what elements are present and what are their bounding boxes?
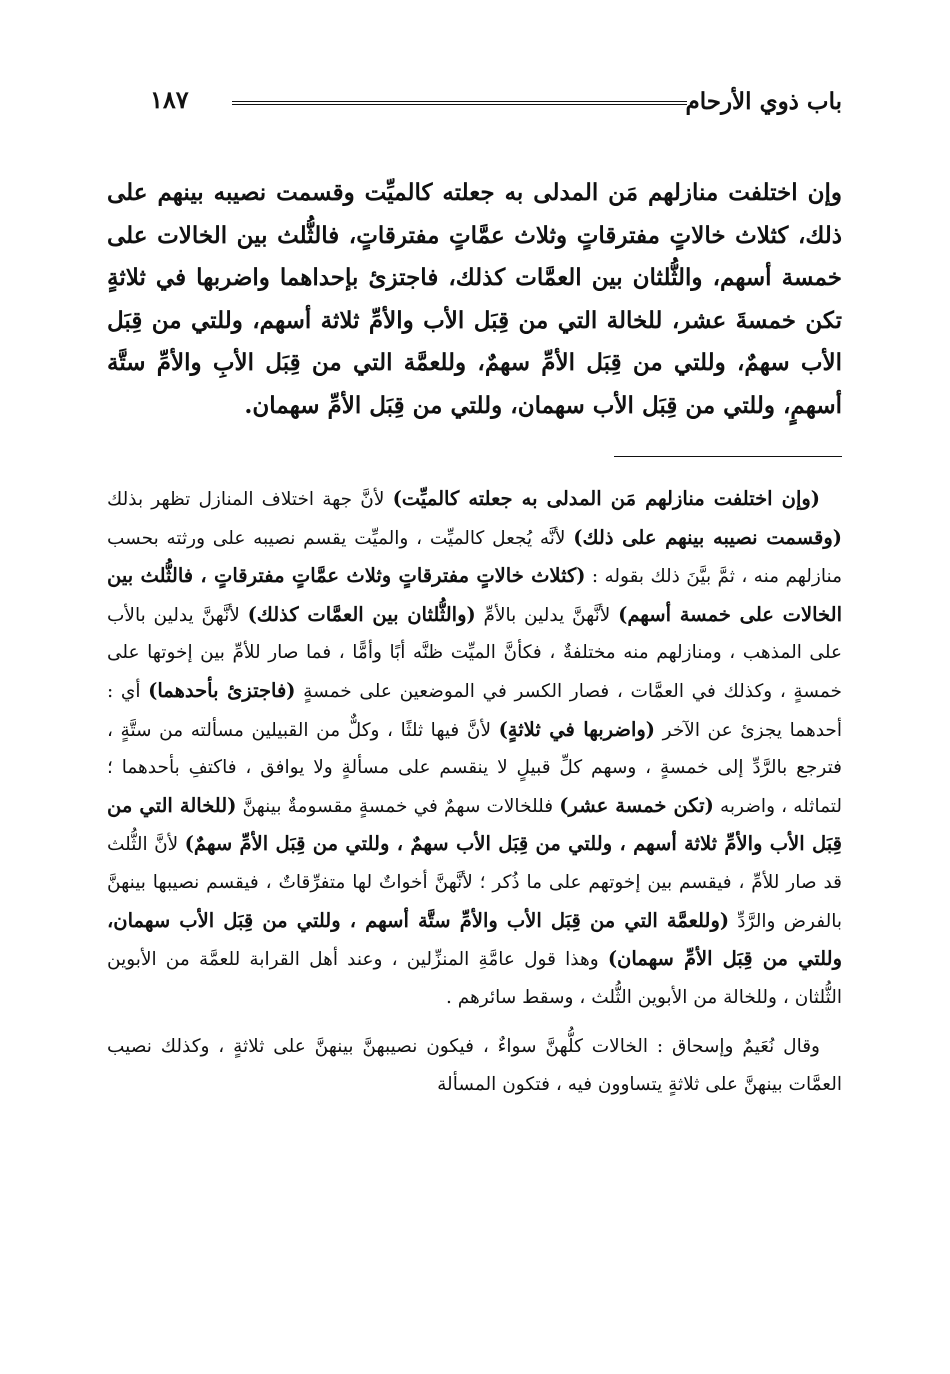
commentary-text: أي : أحدهما يجزئ عن الآخر (107, 680, 842, 741)
commentary-text: لأنَّهنَّ يدلين بالأمِّ (475, 604, 619, 626)
quoted-matn: (وقسمت نصيبه بينهم على ذلك) (573, 525, 842, 549)
commentary-text: لأنَّ فيها ثلثًا ، وكلٌّ من القبيلين مسألته من ستَّةٍ ، فترجع بالرَّدِّ إلى خمسةٍ ، وسهم كلِّ قبيلٍ لا ينقسم على مسألةٍ ولا يوافق ، فاكتفِ بأحدهما ؛ لتماثله ، واضربه (107, 719, 842, 817)
commentary-paragraph (107, 480, 842, 1016)
running-title: باب ذوي الأرحام (685, 88, 842, 115)
matn-text: وإن اختلفت منازلهم مَن المدلى به جعلته كالميِّت وقسمت نصيبه بينهم على ذلك، كثلاث خالاتٍ مفترقاتٍ وثلاث عمَّاتٍ مفترقاتٍ، فالثُّلث بين الخالات على خمسة أسهم، والثُّلثان بين العمَّات كذلك، فاجتزئ بإحداهما واضربها في ثلاثةٍ تكن خمسةَ عشر، للخالة التي من قِبَل الأب والأمِّ ثلاثة أسهم، وللتي من قِبَل الأب سهمٌ، وللتي من قِبَل الأمِّ سهمٌ، وللعمَّة التي من قِبَل الأبِ والأمِّ ستَّة أسهمٍ، وللتي من قِبَل الأب سهمان، وللتي من قِبَل الأمِّ سهمان. (107, 179, 842, 419)
page-number: ١٨٧ (150, 85, 189, 114)
commentary-paragraph: وقال نُعَيمٌ وإسحاق : الخالات كلُّهنَّ سواءٌ ، فيكون نصيبهنَّ بينهنَّ على ثلاثةٍ ، وكذلك نصيب العمَّات بينهنَّ على ثلاثةٍ يتساوون فيه ، فتكون المسألة (107, 1036, 842, 1095)
commentary-separator (614, 456, 842, 457)
commentary-text: لأنَّه يُجعل كالميِّت ، والميِّت يقسم نصيبه على ورثته بحسب منازلهم منه ، ثمَّ بيَّنَ ذلك بقوله : (107, 527, 842, 588)
commentary (107, 480, 842, 1104)
commentary-text: وهذا قول عامَّةِ المنزِّلين ، وعند أهل القرابة للعمَّة من الأبوين الثُّلثان ، وللخالة من الأبوين الثُّلث ، وسقط سائرهم . (107, 949, 842, 1008)
quoted-matn: (فاجتزئ بأحدهما) (148, 678, 296, 702)
commentary-text: لأنَّهنَّ يدلين بالأب على المذهب ، ومنازلهم منه مختلفةٌ ، فكأنَّ الميِّت ظنَّه أبًا وأمًّا ، فما صار للأمِّ بين إخوتها على خمسةٍ ، وكذلك في العمَّات ، فصار الكسر في الموضعين على خمسةٍ (107, 604, 842, 702)
quoted-matn: (وللعمَّة التي من قِبَل الأب والأمِّ ستَّة أسهم ، وللتي من قِبَل الأب سهمان، وللتي من قِبَل الأمِّ سهمان) (107, 908, 842, 971)
quoted-matn: (واضربها في ثلاثةٍ) (498, 717, 656, 741)
quoted-matn: (والثُّلثان بين العمَّات كذلك) (247, 602, 476, 626)
quoted-matn: (تكن خمسة عشر) (559, 793, 714, 817)
commentary-text: فللخالات سهمٌ في خمسةٍ مقسومةٌ بينهنَّ (236, 795, 560, 817)
header-rule (232, 101, 687, 105)
commentary-text: لأنَّ جهة اختلاف المنازل تظهر بذلك (107, 489, 393, 510)
quoted-matn: (للخالة التي من قِبَل الأب والأمِّ ثلاثة أسهم ، وللتي من قِبَل الأب سهمٌ ، وللتي من قِبَل الأمِّ سهمٌ) (107, 793, 842, 856)
quoted-matn: (كثلاث خالاتٍ مفترقاتٍ وثلاث عمَّاتٍ مفترقاتٍ ، فالثُّلث بين الخالات على خمسة أسهم) (107, 564, 842, 626)
quoted-matn: (وإن اختلفت منازلهم مَن المدلى به جعلته كالميِّت) (392, 487, 821, 510)
commentary-text: لأنَّ الثُّلث قد صار للأمِّ ، فيقسم بين إخوتهم على ما ذُكر ؛ لأنَّهنَّ أخواتٌ لها متفرِّقاتٌ ، فيقسم نصيبها بينهنَّ بالفرض والرَّدِّ (107, 834, 843, 932)
